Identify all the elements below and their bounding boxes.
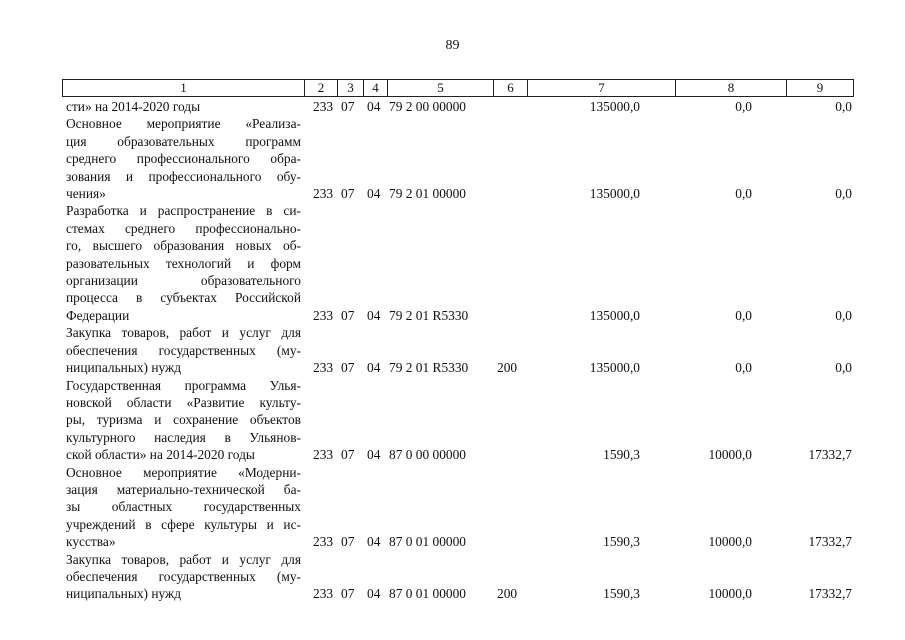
cell-c9: 17332,7	[808, 447, 852, 463]
description-line: учреждений в сфере культуры и ис-	[66, 516, 301, 532]
table-row	[66, 115, 856, 202]
cell-c2: 233	[313, 186, 334, 202]
table-body	[66, 98, 856, 603]
cell-c6: 200	[497, 360, 518, 376]
description-line: зация материально-технической ба-	[66, 481, 301, 497]
table-header	[62, 79, 854, 97]
cell-c4: 04	[367, 534, 381, 550]
header-col-3: 3	[338, 80, 364, 96]
description-line: чения»	[66, 186, 106, 202]
cell-c9: 17332,7	[808, 586, 852, 602]
cell-c5: 87 0 01 00000	[389, 534, 466, 550]
cell-c5: 79 2 01 R5330	[389, 360, 469, 376]
description-line: организации образовательного	[66, 273, 301, 289]
cell-c9: 0,0	[835, 307, 852, 323]
cell-c5: 79 2 01 R5330	[389, 307, 469, 323]
cell-c7: 135000,0	[589, 99, 640, 115]
description-line: среднего профессионального обра-	[66, 151, 301, 167]
cell-c8: 0,0	[735, 99, 752, 115]
description-line: новской области «Развитие культу-	[66, 394, 301, 410]
header-col-6: 6	[494, 80, 528, 96]
cell-c2: 233	[313, 99, 334, 115]
header-col-9: 9	[816, 80, 824, 95]
description-line: ниципальных) нужд	[66, 586, 182, 602]
description-line: обеспечения государственных (му-	[66, 342, 301, 358]
cell-c5: 79 2 00 00000	[389, 99, 466, 115]
description-line: Закупка товаров, работ и услуг для	[66, 551, 301, 567]
cell-c9: 0,0	[835, 360, 852, 376]
description-line: обеспечения государственных (му-	[66, 568, 301, 584]
description-line: Федерации	[66, 307, 130, 323]
description-line: Разработка и распространение в си-	[66, 203, 301, 219]
cell-c4: 04	[367, 360, 381, 376]
cell-c2: 233	[313, 534, 334, 550]
description-line: ры, туризма и сохранение объектов	[66, 412, 301, 428]
description-line: кусства»	[66, 534, 116, 550]
description-line: сти» на 2014-2020 годы	[66, 99, 201, 114]
cell-c3: 07	[341, 534, 355, 550]
header-col-4: 4	[364, 80, 388, 96]
header-col-7: 7	[528, 80, 676, 96]
cell-c9: 0,0	[835, 99, 852, 115]
cell-c4: 04	[367, 586, 381, 602]
cell-c4: 04	[367, 447, 381, 463]
cell-c3: 07	[341, 307, 355, 323]
cell-c3: 07	[341, 360, 355, 376]
cell-c7: 1590,3	[603, 586, 640, 602]
description-line: процесса в субъектах Российской	[66, 290, 301, 306]
description-line: ской области» на 2014-2020 годы	[66, 447, 255, 463]
cell-c4: 04	[367, 99, 381, 115]
cell-c8: 10000,0	[708, 586, 752, 602]
cell-c5: 79 2 01 00000	[389, 186, 466, 202]
description-line: Государственная программа Улья-	[66, 377, 301, 393]
cell-c7: 135000,0	[589, 186, 640, 202]
description-line: зования и профессионального обу-	[66, 168, 301, 184]
header-col-2: 2	[305, 80, 338, 96]
cell-c7: 1590,3	[603, 447, 640, 463]
cell-c8: 0,0	[735, 186, 752, 202]
cell-c4: 04	[367, 186, 381, 202]
cell-c2: 233	[313, 447, 334, 463]
cell-c8: 0,0	[735, 307, 752, 323]
description-line: Основное мероприятие «Модерни-	[66, 464, 301, 480]
description-line: зы областных государственных	[66, 499, 301, 515]
description-line: го, высшего образования новых об-	[66, 238, 301, 254]
cell-c7: 135000,0	[589, 307, 640, 323]
cell-c8: 0,0	[735, 360, 752, 376]
header-col-8: 8	[676, 80, 787, 96]
cell-c3: 07	[341, 186, 355, 202]
table-row	[66, 98, 856, 115]
cell-c3: 07	[341, 99, 355, 115]
table-row	[66, 551, 856, 603]
header-col-5: 5	[388, 80, 494, 96]
table-row	[66, 377, 856, 464]
cell-c3: 07	[341, 447, 355, 463]
table-row	[66, 464, 856, 551]
cell-c4: 04	[367, 307, 381, 323]
cell-c2: 233	[313, 360, 334, 376]
description-line: ниципальных) нужд	[66, 360, 182, 376]
table-row	[66, 202, 856, 324]
cell-c3: 07	[341, 586, 355, 602]
description-line: культурного наследия в Ульянов-	[66, 429, 301, 445]
cell-c6: 200	[497, 586, 518, 602]
cell-c8: 10000,0	[708, 534, 752, 550]
cell-c7: 135000,0	[589, 360, 640, 376]
header-col-1: 1	[63, 80, 305, 96]
cell-c7: 1590,3	[603, 534, 640, 550]
cell-c2: 233	[313, 586, 334, 602]
cell-c5: 87 0 01 00000	[389, 586, 466, 602]
table-row	[66, 324, 856, 376]
cell-c9: 0,0	[835, 186, 852, 202]
cell-c9: 17332,7	[808, 534, 852, 550]
cell-c8: 10000,0	[708, 447, 752, 463]
description-line: стемах среднего профессионально-	[66, 220, 301, 236]
description-line: Основное мероприятие «Реализа-	[66, 116, 301, 132]
cell-c5: 87 0 00 00000	[389, 447, 466, 463]
page-number: 89	[445, 38, 460, 53]
description-line: Закупка товаров, работ и услуг для	[66, 325, 301, 341]
description-line: разовательных технологий и форм	[66, 255, 301, 271]
description-line: ция образовательных программ	[66, 133, 301, 149]
cell-c2: 233	[313, 307, 334, 323]
